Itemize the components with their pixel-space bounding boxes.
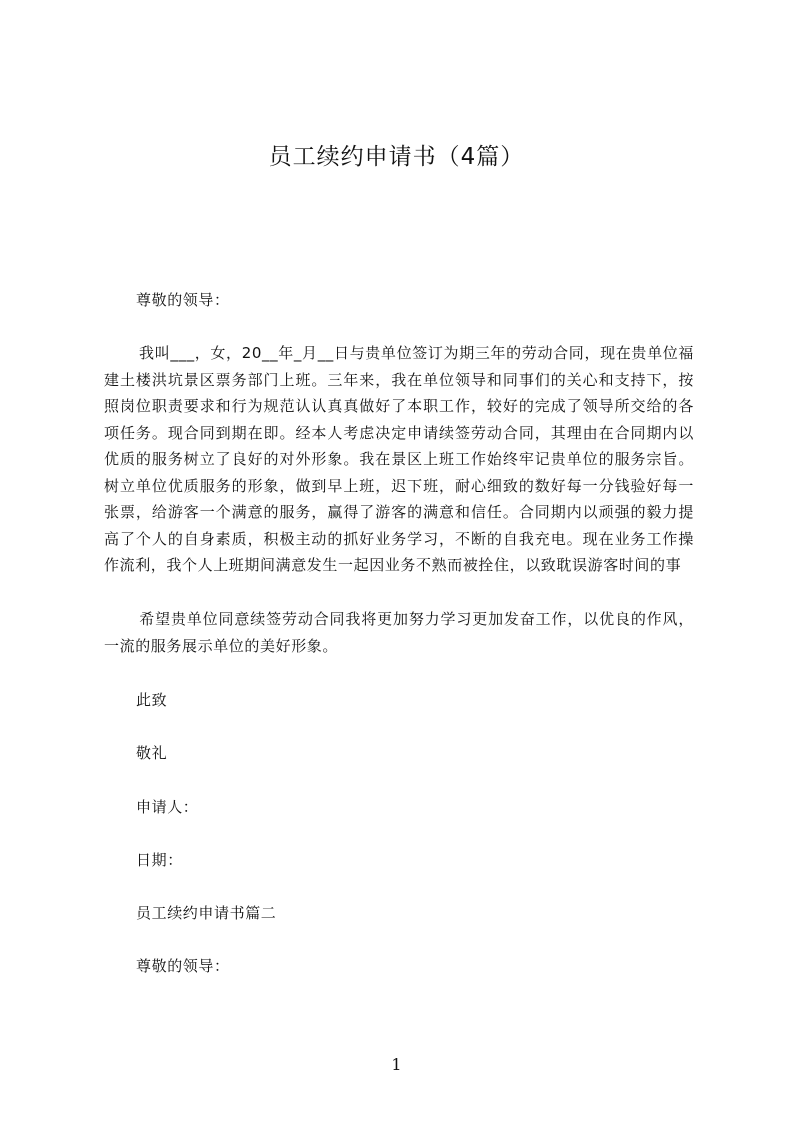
body-paragraph-1: [104, 340, 694, 579]
applicant-label: 申请人：: [136, 798, 199, 816]
section-two-title: 员工续约申请书篇二: [136, 904, 277, 922]
salutation: 尊敬的领导：: [136, 291, 230, 309]
body-paragraph-2: [104, 606, 694, 659]
date-label: 日期：: [136, 851, 183, 869]
closing-line-2: 敬礼: [136, 744, 168, 762]
section-two-salutation: 尊敬的领导：: [136, 957, 230, 975]
body-paragraph-2-text: 希望贵单位同意续签劳动合同我将更加努力学习更加发奋工作，以优良的作风，一流的服务展示单位的美好形象。: [104, 610, 694, 655]
page-number: 1: [391, 1055, 402, 1074]
closing-line-1: 此致: [136, 691, 168, 709]
body-paragraph-1-text: 我叫___，女，20__年_月__日与贵单位签订为期三年的劳动合同，现在贵单位福建土楼洪坑景区票务部门上班。三年来，我在单位领导和同事们的关心和支持下，按照岗位职责要求和行为规范认认真真做好了本职工作，较好的完成了领导所交给的各项任务。现合同到期在即。经本人考虑决定申请续签劳动合同，其理由在合同期内以优质的服务树立了良好的对外形象。我在景区上班工作始终牢记贵单位的服务宗旨。树立单位优质服务的形象，做到早上班，迟下班，耐心细致的数好每一分钱验好每一张票，给游客一个满意的服务，赢得了游客的满意和信任。合同期内以顽强的毅力提高了个人的自身素质，积极主动的抓好业务学习，不断的自我充电。现在业务工作操作流利，我个人上班期间满意发生一起因业务不熟而被拴住，以致耽误游客时间的事: [104, 344, 694, 574]
page-title: 员工续约申请书（4篇）: [268, 144, 525, 170]
